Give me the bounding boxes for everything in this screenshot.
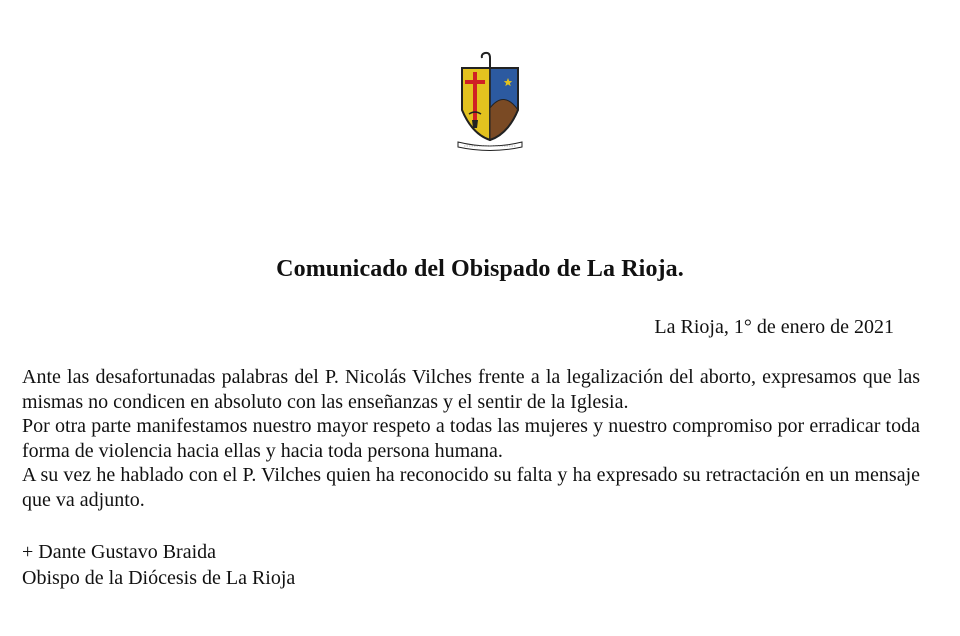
document-date: La Rioja, 1° de enero de 2021: [654, 316, 894, 338]
paragraph-3: A su vez he hablado con el P. Vilches quien ha reconocido su falta y ha expresado su retractación en un mensaje que va adjunto.: [22, 464, 920, 511]
paragraph-1: Ante las desafortunadas palabras del P. Nicolás Vilches frente a la legalización del aborto, expresamos que las mismas no condicen en absoluto con las enseñanzas y el sentir de la Iglesia.: [22, 366, 920, 413]
coat-of-arms-emblem: [452, 50, 528, 154]
signature-name: + Dante Gustavo Braida: [22, 541, 217, 563]
page-title: Comunicado del Obispado de La Rioja.: [276, 256, 684, 282]
signature-position: Obispo de la Diócesis de La Rioja: [22, 567, 296, 589]
document-body: [22, 365, 920, 512]
signature-block: [22, 539, 295, 591]
paragraph-2: Por otra parte manifestamos nuestro mayor respeto a todas las mujeres y nuestro compromiso por erradicar toda forma de violencia hacia ellas y hacia toda persona humana.: [22, 415, 920, 462]
